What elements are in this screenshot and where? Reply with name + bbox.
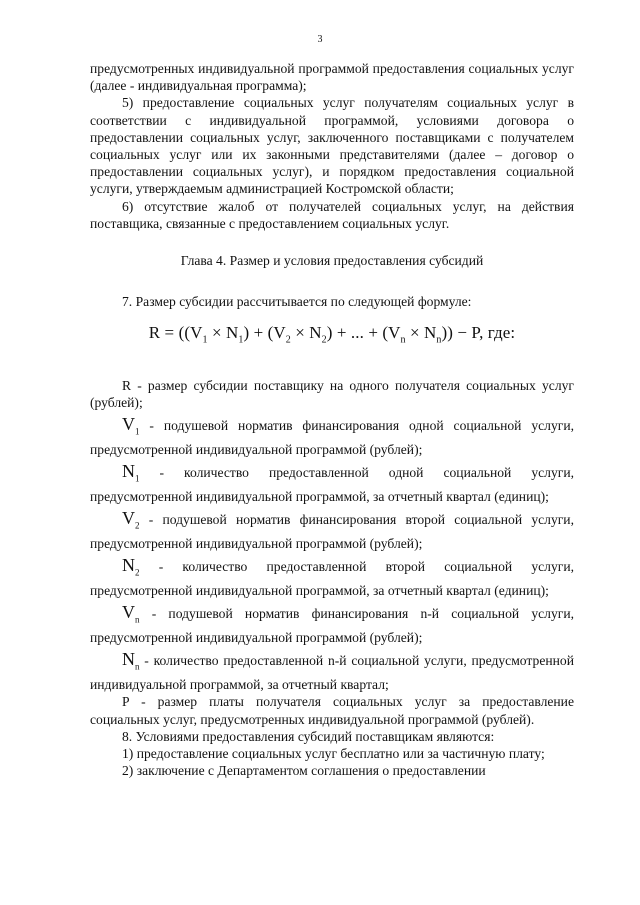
paragraph-item-8-2: 2) заключение с Департаментом соглашения о предоставлении — [122, 763, 486, 779]
paragraph-item-8: 8. Условиями предоставления субсидий поставщикам являются: — [122, 728, 495, 744]
definition-r: R - размер субсидии поставщику на одного получателя социальных услуг (рублей); — [90, 378, 574, 411]
document-body — [90, 60, 574, 779]
chapter-heading: Глава 4. Размер и условия предоставления субсидий — [180, 253, 484, 269]
paragraph-item-5: 5) предоставление социальных услуг получателям социальных услуг в соответствии с индивидуальной программой, условиями договора о предоставлении социальных услуг, заключенного поставщиками с получателем социальных услуг или их законными представителями (далее – договор о предоставлении социальных услуг), и порядком предоставления социальной услуги, утверждаемым администрацией Костромской области; — [90, 95, 574, 197]
page-number: 3 — [317, 34, 323, 45]
definition-nn: $N_n$ - количество предоставленной n-й социальной услуги, предусмотренной индивидуальной программой, за отчетный квартал; — [90, 649, 574, 693]
symbol-v2: $V_2$ — [122, 508, 140, 532]
symbol-n2: $N_2$ — [122, 555, 140, 579]
definition-v1: $V_1$ - подушевой норматив финансирования одной социальной услуги, предусмотренной индивидуальной программой (рублей); — [90, 414, 574, 458]
symbol-vn: $V_n$ — [122, 602, 140, 626]
subsidy-formula: $R = ((V_1 \times N_1) + (V_2 \times N_2)$ + ... + $(V_n \times N_n)) - P$, где: — [148, 323, 516, 346]
symbol-n1: $N_1$ — [122, 461, 140, 485]
definition-vn: $V_n$ - подушевой норматив финансирования n-й социальной услуги, предусмотренной индивидуальной программой (рублей); — [90, 602, 574, 646]
paragraph-item-8-1: 1) предоставление социальных услуг бесплатно или за частичную плату; — [122, 746, 545, 762]
paragraph-item-6: 6) отсутствие жалоб от получателей социальных услуг, на действия поставщика, связанные с предоставлением социальных услуг. — [90, 198, 574, 231]
symbol-v1: $V_1$ — [122, 414, 140, 438]
definition-n2: $N_2$ - количество предоставленной второй социальной услуги, предусмотренной индивидуальной программой, за отчетный квартал (единиц); — [90, 555, 574, 599]
definition-n1: $N_1$ - количество предоставленной одной социальной услуги, предусмотренной индивидуальной программой, за отчетный квартал (единиц); — [90, 461, 574, 505]
definition-p: P - размер платы получателя социальных услуг за предоставление социальных услуг, предусмотренных индивидуальной программой (рублей). — [90, 694, 574, 727]
paragraph-continuation: предусмотренных индивидуальной программой предоставления социальных услуг (далее - индивидуальная программа); — [90, 61, 574, 94]
paragraph-item-7: 7. Размер субсидии рассчитывается по следующей формуле: — [122, 294, 472, 310]
definition-v2: $V_2$ - подушевой норматив финансирования второй социальной услуги, предусмотренной индивидуальной программой (рублей); — [90, 508, 574, 552]
symbol-nn: $N_n$ — [122, 649, 140, 673]
